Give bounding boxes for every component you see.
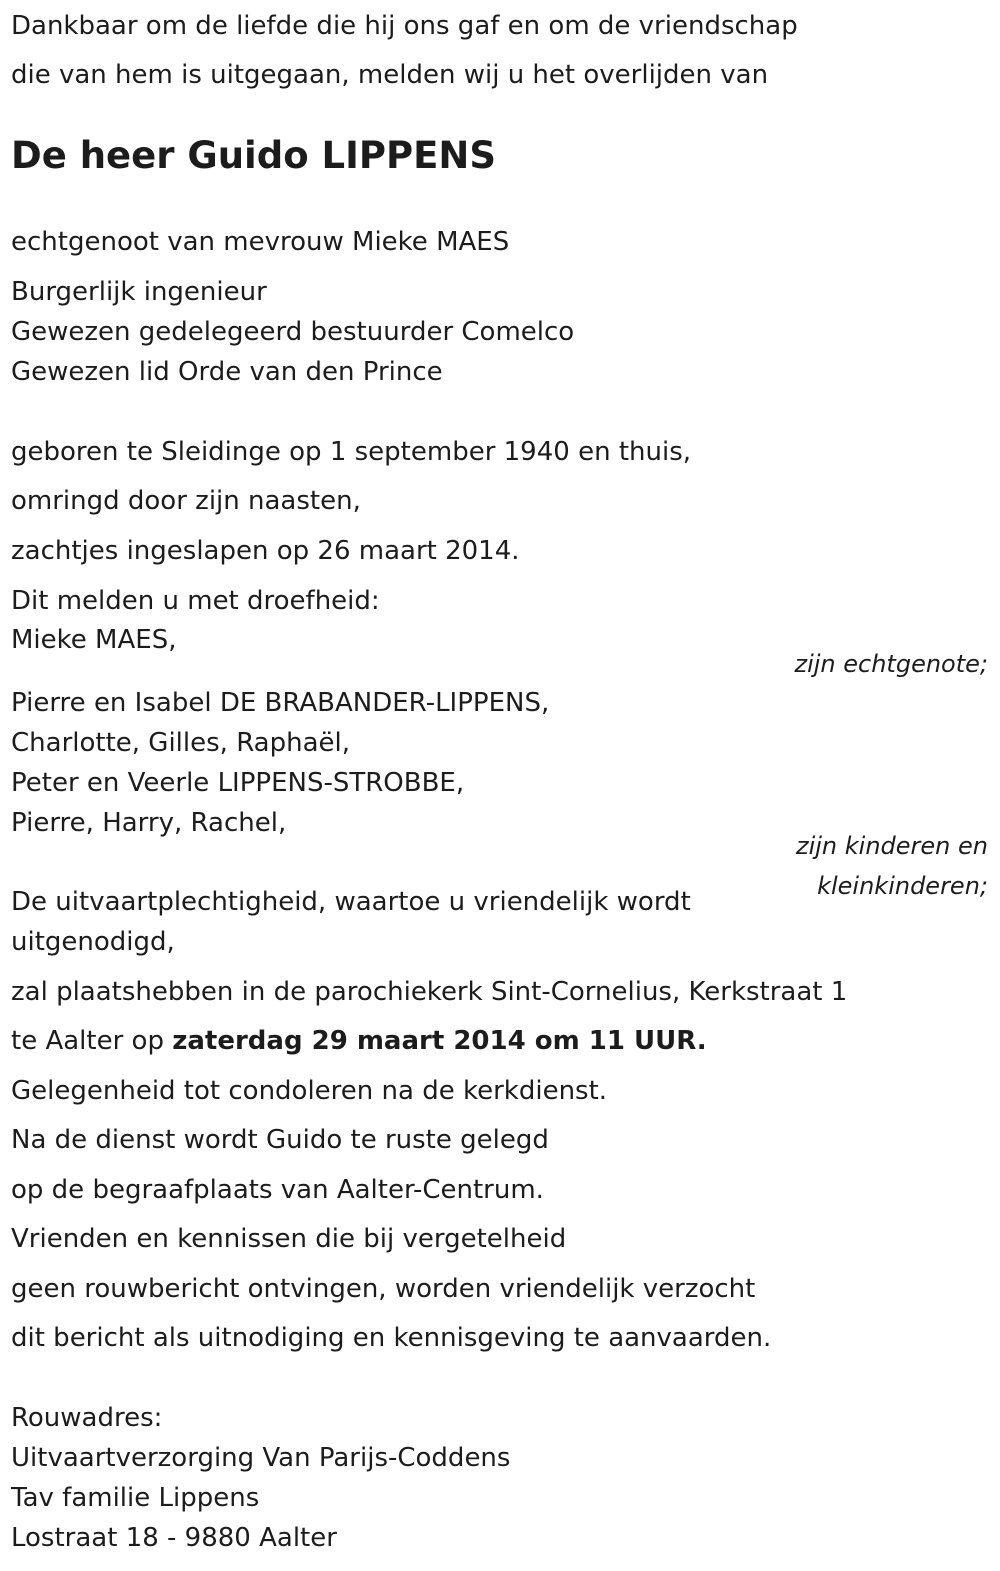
announce-intro: Dit melden u met droefheid:: [11, 586, 380, 616]
children-relation-line-2: kleinkinderen;: [817, 872, 988, 900]
title-line-3: Gewezen lid Orde van den Prince: [11, 357, 443, 387]
funeral-line-4: [11, 1025, 707, 1057]
notice-line-1: Vrienden en kennissen die bij vergetelheid: [11, 1224, 567, 1254]
birth-line-2: omringd door zijn naasten,: [11, 486, 361, 516]
deceased-name: De heer Guido LIPPENS: [11, 134, 496, 177]
death-line: zachtjes ingeslapen op 26 maart 2014.: [11, 536, 520, 566]
children-line-4: Pierre, Harry, Rachel,: [11, 808, 287, 838]
notice-line-3: dit bericht als uitnodiging en kennisgeving te aanvaarden.: [11, 1323, 772, 1353]
intro-line-1: Dankbaar om de liefde die hij ons gaf en om de vriendschap: [11, 11, 798, 41]
notice-line-2: geen rouwbericht ontvingen, worden vriendelijk verzocht: [11, 1274, 756, 1304]
title-line-2: Gewezen gedelegeerd bestuurder Comelco: [11, 317, 575, 347]
funeral-date-prefix: te Aalter op: [11, 1026, 173, 1056]
burial-line-1: Na de dienst wordt Guido te ruste gelegd: [11, 1125, 549, 1155]
children-relation-line-1: zijn kinderen en: [796, 832, 988, 860]
funeral-line-1: De uitvaartplechtigheid, waartoe u vriendelijk wordt: [11, 887, 691, 917]
children-line-1: Pierre en Isabel DE BRABANDER-LIPPENS,: [11, 688, 550, 718]
children-line-3: Peter en Veerle LIPPENS-STROBBE,: [11, 768, 465, 798]
spouse-name: Mieke MAES,: [11, 625, 177, 655]
children-line-2: Charlotte, Gilles, Raphaël,: [11, 728, 351, 758]
funeral-line-2: uitgenodigd,: [11, 927, 175, 957]
address-line-3: Lostraat 18 - 9880 Aalter: [11, 1523, 337, 1553]
address-label: Rouwadres:: [11, 1403, 163, 1433]
funeral-line-3: zal plaatshebben in de parochiekerk Sint-Cornelius, Kerkstraat 1: [11, 977, 848, 1007]
intro-line-2: die van hem is uitgegaan, melden wij u het overlijden van: [11, 60, 769, 90]
spouse-relation: zijn echtgenote;: [794, 650, 988, 678]
burial-line-2: op de begraafplaats van Aalter-Centrum.: [11, 1175, 544, 1205]
birth-line-1: geboren te Sleidinge op 1 september 1940 en thuis,: [11, 437, 691, 467]
address-line-2: Tav familie Lippens: [11, 1483, 260, 1513]
address-line-1: Uitvaartverzorging Van Parijs-Coddens: [11, 1443, 511, 1473]
title-line-1: Burgerlijk ingenieur: [11, 277, 267, 307]
spouse-line: echtgenoot van mevrouw Mieke MAES: [11, 227, 510, 257]
condolence-line: Gelegenheid tot condoleren na de kerkdienst.: [11, 1076, 608, 1106]
funeral-date: zaterdag 29 maart 2014 om 11 UUR.: [172, 1026, 707, 1056]
